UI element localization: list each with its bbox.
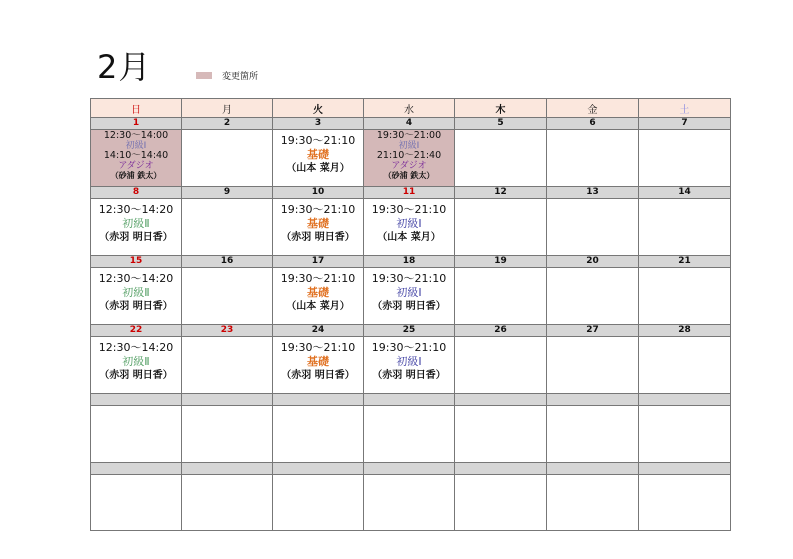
day-cell-8 [91, 199, 182, 256]
date-1: 1 [91, 118, 182, 130]
date-empty [182, 394, 273, 406]
event-row-week-5 [91, 406, 731, 463]
weekday-sunday: 日 [91, 99, 182, 118]
date-empty [91, 463, 182, 475]
date-empty [547, 394, 639, 406]
date-empty [364, 463, 455, 475]
date-15: 15 [91, 256, 182, 268]
weekday-monday: 月 [182, 99, 273, 118]
event-time-2: 21:10〜21:40 [376, 150, 442, 161]
event-block [364, 337, 454, 383]
date-row-week-5 [91, 394, 731, 406]
event-time: 19:30〜21:10 [280, 272, 356, 285]
date-empty [273, 394, 364, 406]
event-time: 12:30〜14:20 [98, 203, 174, 216]
date-17: 17 [273, 256, 364, 268]
date-5: 5 [455, 118, 547, 130]
day-cell-empty [547, 475, 639, 531]
legend-label: 変更箇所 [222, 72, 259, 82]
event-row-week-3 [91, 268, 731, 325]
weekday-tuesday: 火 [273, 99, 364, 118]
event-class: 初級Ⅰ [396, 286, 422, 299]
date-18: 18 [364, 256, 455, 268]
day-cell-empty [639, 406, 731, 463]
day-cell-empty [639, 475, 731, 531]
event-time: 19:30〜21:10 [280, 341, 356, 354]
date-6: 6 [547, 118, 639, 130]
day-cell-27 [547, 337, 639, 394]
day-cell-23 [182, 337, 273, 394]
day-cell-empty [273, 406, 364, 463]
event-row-week-6 [91, 475, 731, 531]
date-14: 14 [639, 187, 731, 199]
event-row-week-1 [91, 130, 731, 187]
event-block [273, 199, 363, 245]
day-cell-empty [547, 406, 639, 463]
date-empty [455, 394, 547, 406]
event-time: 19:30〜21:10 [371, 272, 447, 285]
date-row-week-2 [91, 187, 731, 199]
date-row-week-6 [91, 463, 731, 475]
day-cell-empty [182, 406, 273, 463]
event-block [91, 268, 181, 314]
date-empty [455, 463, 547, 475]
date-24: 24 [273, 325, 364, 337]
event-class: 初級Ⅰ [396, 217, 422, 230]
weekday-header-row [91, 99, 731, 118]
day-cell-14 [639, 199, 731, 256]
event-time: 19:30〜21:00 [376, 130, 442, 141]
event-time: 19:30〜21:10 [280, 134, 356, 147]
day-cell-5 [455, 130, 547, 187]
day-cell-empty [91, 406, 182, 463]
date-27: 27 [547, 325, 639, 337]
day-cell-9 [182, 199, 273, 256]
event-instructor: （赤羽 明日香） [99, 232, 173, 243]
event-class: 初級Ⅰ [125, 141, 147, 151]
day-cell-7 [639, 130, 731, 187]
date-28: 28 [639, 325, 731, 337]
date-empty [547, 463, 639, 475]
day-cell-26 [455, 337, 547, 394]
event-time: 12:30〜14:20 [98, 272, 174, 285]
event-time: 19:30〜21:10 [371, 341, 447, 354]
date-10: 10 [273, 187, 364, 199]
date-9: 9 [182, 187, 273, 199]
date-25: 25 [364, 325, 455, 337]
day-cell-10 [273, 199, 364, 256]
date-20: 20 [547, 256, 639, 268]
date-empty [273, 463, 364, 475]
date-empty [364, 394, 455, 406]
event-row-week-4 [91, 337, 731, 394]
day-cell-21 [639, 268, 731, 325]
day-cell-25 [364, 337, 455, 394]
event-class: 基礎 [307, 217, 329, 230]
event-instructor: （赤羽 明日香） [99, 301, 173, 312]
day-cell-22 [91, 337, 182, 394]
event-time-2: 14:10〜14:40 [103, 150, 169, 161]
event-block [91, 130, 181, 181]
event-class: 初級Ⅱ [122, 286, 150, 299]
day-cell-6 [547, 130, 639, 187]
day-cell-1 [91, 130, 182, 187]
calendar-table [90, 98, 731, 531]
event-instructor: （山本 菜月） [377, 232, 441, 243]
day-cell-24 [273, 337, 364, 394]
date-21: 21 [639, 256, 731, 268]
event-instructor: （赤羽 明日香） [99, 370, 173, 381]
day-cell-17 [273, 268, 364, 325]
day-cell-empty [273, 475, 364, 531]
day-cell-19 [455, 268, 547, 325]
day-cell-18 [364, 268, 455, 325]
date-row-week-3 [91, 256, 731, 268]
date-row-week-1 [91, 118, 731, 130]
event-instructor: （赤羽 明日香） [372, 301, 446, 312]
day-cell-15 [91, 268, 182, 325]
event-row-week-2 [91, 199, 731, 256]
event-block [273, 337, 363, 383]
date-empty [91, 394, 182, 406]
date-empty [639, 463, 731, 475]
date-row-week-4 [91, 325, 731, 337]
day-cell-28 [639, 337, 731, 394]
event-block [364, 130, 454, 181]
day-cell-empty [364, 475, 455, 531]
date-8: 8 [91, 187, 182, 199]
event-block [364, 199, 454, 245]
event-class: 初級Ⅰ [396, 355, 422, 368]
day-cell-16 [182, 268, 273, 325]
legend [196, 69, 258, 82]
date-26: 26 [455, 325, 547, 337]
day-cell-20 [547, 268, 639, 325]
weekday-thursday: 木 [455, 99, 547, 118]
event-block [273, 268, 363, 314]
date-22: 22 [91, 325, 182, 337]
day-cell-12 [455, 199, 547, 256]
day-cell-empty [455, 406, 547, 463]
legend-swatch [196, 72, 212, 79]
day-cell-empty [455, 475, 547, 531]
event-class: 初級Ⅰ [398, 141, 420, 151]
day-cell-13 [547, 199, 639, 256]
date-19: 19 [455, 256, 547, 268]
event-class: 初級Ⅱ [122, 217, 150, 230]
weekday-wednesday: 水 [364, 99, 455, 118]
date-11: 11 [364, 187, 455, 199]
date-7: 7 [639, 118, 731, 130]
date-13: 13 [547, 187, 639, 199]
day-cell-3 [273, 130, 364, 187]
month-title: 2月 [97, 48, 152, 86]
date-3: 3 [273, 118, 364, 130]
weekday-friday: 金 [547, 99, 639, 118]
event-class-2: アダジオ [391, 161, 427, 171]
event-time: 12:30〜14:00 [103, 130, 169, 141]
date-16: 16 [182, 256, 273, 268]
weekday-saturday: 土 [639, 99, 731, 118]
event-block [91, 337, 181, 383]
event-class: 基礎 [307, 355, 329, 368]
event-instructor: （赤羽 明日香） [281, 232, 355, 243]
event-block [364, 268, 454, 314]
day-cell-2 [182, 130, 273, 187]
event-instructor: （砂浦 鉄太） [383, 171, 435, 180]
date-4: 4 [364, 118, 455, 130]
day-cell-empty [182, 475, 273, 531]
date-empty [182, 463, 273, 475]
event-instructor: （山本 菜月） [286, 163, 350, 174]
event-instructor: （山本 菜月） [286, 301, 350, 312]
date-12: 12 [455, 187, 547, 199]
day-cell-empty [91, 475, 182, 531]
event-time: 19:30〜21:10 [280, 203, 356, 216]
event-class: 基礎 [307, 148, 329, 161]
day-cell-11 [364, 199, 455, 256]
date-23: 23 [182, 325, 273, 337]
event-class-2: アダジオ [118, 161, 154, 171]
event-class: 初級Ⅱ [122, 355, 150, 368]
day-cell-4 [364, 130, 455, 187]
day-cell-empty [364, 406, 455, 463]
date-empty [639, 394, 731, 406]
date-2: 2 [182, 118, 273, 130]
event-block [91, 199, 181, 245]
event-time: 12:30〜14:20 [98, 341, 174, 354]
event-class: 基礎 [307, 286, 329, 299]
event-block [273, 130, 363, 176]
event-instructor: （砂浦 鉄太） [110, 171, 162, 180]
event-instructor: （赤羽 明日香） [372, 370, 446, 381]
event-instructor: （赤羽 明日香） [281, 370, 355, 381]
event-time: 19:30〜21:10 [371, 203, 447, 216]
